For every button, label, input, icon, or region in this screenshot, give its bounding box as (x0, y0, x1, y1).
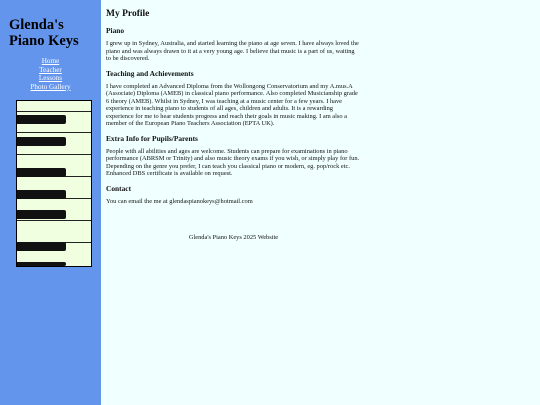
section-piano (106, 26, 361, 63)
site-title-line1: Glenda's (9, 17, 64, 33)
nav-link-teacher[interactable]: Teacher (39, 65, 62, 74)
white-key-divider (17, 132, 91, 133)
nav-link-lessons[interactable]: Lessons (38, 74, 63, 83)
page-footer: Glenda's Piano Keys 2025 Website (188, 234, 279, 241)
site-title (9, 17, 79, 49)
section-heading: Contact (106, 183, 132, 193)
nav-link-photo-gallery[interactable]: Photo Gallery (30, 82, 71, 91)
white-key-divider (17, 154, 91, 155)
white-key-divider (17, 111, 91, 112)
black-key (17, 190, 66, 199)
black-key (17, 115, 66, 124)
contact-text: You can email the me at glendaspianokeys@hotmail.com (106, 197, 253, 205)
page-title: My Profile (106, 9, 150, 19)
black-key (17, 168, 66, 177)
black-key (17, 262, 66, 266)
section-extra-info (106, 134, 361, 178)
section-text: I grew up in Sydney, Australia, and started learning the piano at age seven. I have always loved the piano and was always drawn to it at a very young age. I believe that music is a part of us, waiting to be discovered. (106, 40, 359, 62)
nav-link-home[interactable]: Home (41, 57, 60, 65)
section-contact (106, 184, 361, 206)
main-nav (0, 57, 101, 91)
piano-keyboard-image (16, 100, 92, 267)
section-teaching-achievements (106, 69, 361, 128)
black-key (17, 210, 66, 219)
sidebar (0, 0, 101, 405)
white-key-divider (17, 220, 91, 221)
section-text: People with all abilities and ages are welcome. Students can prepare for examinations in piano performance (ABRSM or Trinity) and also music theory exams if you wish, or simply play for fun. Depending on the genre you prefer, I can teach you classical piano or modern, eg. pop/rock etc. Enhanced DBS certificate is available on request. (106, 147, 360, 177)
black-key (17, 137, 66, 146)
section-heading: Piano (106, 26, 125, 35)
section-text: I have completed an Advanced Diploma from the Wollongong Conservatorium and my A.mus.A (Associate) Diploma (AMEB) in classical piano performance. Also completed Musicianship grade 6 theory (AMEB). Whilst in Sydney, I was teaching at a music center for a few years. I have experience in teaching piano to students of all ages, children and adults. It is a rewarding experience for me to hear students progress and reach their goals in music making. I am also a member of the European Piano Teachers Association (EPTA UK). (106, 82, 358, 127)
black-key (17, 242, 66, 251)
main-content (106, 8, 361, 210)
section-heading: Teaching and Achievements (106, 68, 194, 78)
section-heading: Extra Info for Pupils/Parents (106, 133, 198, 143)
site-title-line2: Piano Keys (9, 33, 79, 49)
